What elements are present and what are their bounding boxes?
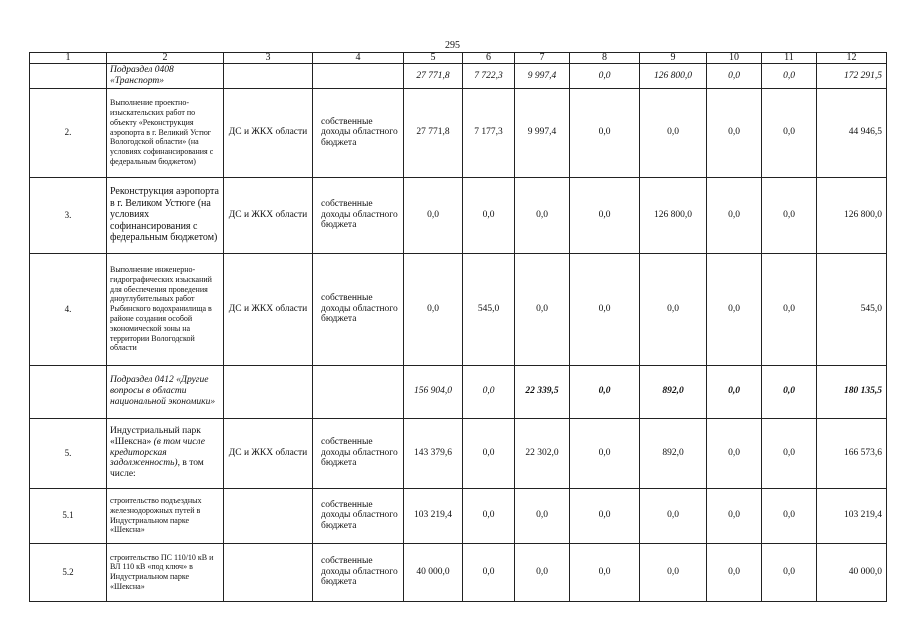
row-value-col-5: 0,0 — [404, 177, 463, 253]
row-value-col-12: 545,0 — [817, 253, 887, 365]
row-index: 5. — [30, 418, 107, 488]
column-number-1: 1 — [30, 53, 107, 64]
row-executor — [224, 543, 313, 601]
row-value-col-8: 0,0 — [570, 418, 640, 488]
row-value-col-6: 0,0 — [463, 177, 515, 253]
row-value-col-6: 0,0 — [463, 488, 515, 543]
row-value-col-9: 0,0 — [640, 253, 707, 365]
row-value-col-11: 0,0 — [762, 88, 817, 177]
row-funding-source: собственные доходы областного бюджета — [313, 88, 404, 177]
table-row — [30, 488, 887, 543]
row-value-col-5: 27 771,8 — [404, 88, 463, 177]
row-value-col-11: 0,0 — [762, 177, 817, 253]
table-row — [30, 177, 887, 253]
row-index — [30, 365, 107, 418]
row-index: 5.2 — [30, 543, 107, 601]
row-value-col-12: 44 946,5 — [817, 88, 887, 177]
row-value-col-10: 0,0 — [707, 177, 762, 253]
row-name: Выполнение проектно-изыскательских работ по объекту «Реконструкция аэропорта в г. Великий Устюг Вологодской области» (на условиях софинансирования с федеральным бюджетом) — [107, 88, 224, 177]
column-number-2: 2 — [107, 53, 224, 64]
row-value-col-8: 0,0 — [570, 488, 640, 543]
row-value-col-12: 166 573,6 — [817, 418, 887, 488]
row-value-col-10: 0,0 — [707, 418, 762, 488]
section-row — [30, 64, 887, 89]
row-value-col-9: 126 800,0 — [640, 64, 707, 89]
row-value-col-8: 0,0 — [570, 253, 640, 365]
row-value-col-12: 103 219,4 — [817, 488, 887, 543]
row-value-col-7: 0,0 — [515, 177, 570, 253]
row-value-col-11: 0,0 — [762, 365, 817, 418]
table-row — [30, 543, 887, 601]
column-number-11: 11 — [762, 53, 817, 64]
row-value-col-10: 0,0 — [707, 64, 762, 89]
row-executor: ДС и ЖКХ области — [224, 418, 313, 488]
row-executor — [224, 488, 313, 543]
row-name-italic-part: (в том числе кредиторская задолженность) — [110, 436, 206, 469]
column-number-6: 6 — [463, 53, 515, 64]
row-value-col-6: 0,0 — [463, 365, 515, 418]
row-value-col-11: 0,0 — [762, 253, 817, 365]
row-funding-source: собственные доходы областного бюджета — [313, 253, 404, 365]
row-funding-source: собственные доходы областного бюджета — [313, 543, 404, 601]
row-name: Выполнение инженерно-гидрографических изысканий для обеспечения проведения дноуглубительных работ Рыбинского водохранилища в районе создания особой экономической зоны на территории Вологодской области — [107, 253, 224, 365]
row-value-col-6: 0,0 — [463, 543, 515, 601]
row-value-col-10: 0,0 — [707, 88, 762, 177]
row-name-part: Индустриальный парк «Шексна» — [110, 426, 201, 447]
row-value-col-12: 40 000,0 — [817, 543, 887, 601]
row-funding-source: собственные доходы областного бюджета — [313, 177, 404, 253]
row-value-col-11: 0,0 — [762, 543, 817, 601]
row-funding-source: собственные доходы областного бюджета — [313, 488, 404, 543]
row-value-col-11: 0,0 — [762, 64, 817, 89]
row-value-col-6: 7 177,3 — [463, 88, 515, 177]
row-value-col-8: 0,0 — [570, 543, 640, 601]
row-value-col-5: 103 219,4 — [404, 488, 463, 543]
row-executor: ДС и ЖКХ области — [224, 177, 313, 253]
row-value-col-8: 0,0 — [570, 88, 640, 177]
row-value-col-5: 40 000,0 — [404, 543, 463, 601]
row-executor: ДС и ЖКХ области — [224, 253, 313, 365]
column-number-4: 4 — [313, 53, 404, 64]
row-value-col-9: 126 800,0 — [640, 177, 707, 253]
row-value-col-10: 0,0 — [707, 488, 762, 543]
row-value-col-12: 126 800,0 — [817, 177, 887, 253]
row-value-col-7: 0,0 — [515, 253, 570, 365]
row-executor — [224, 64, 313, 89]
row-value-col-5: 0,0 — [404, 253, 463, 365]
column-number-9: 9 — [640, 53, 707, 64]
column-number-row — [30, 53, 887, 64]
row-index: 3. — [30, 177, 107, 253]
table-row — [30, 253, 887, 365]
row-funding-source — [313, 64, 404, 89]
section-row — [30, 365, 887, 418]
row-value-col-5: 156 904,0 — [404, 365, 463, 418]
row-value-col-10: 0,0 — [707, 253, 762, 365]
row-value-col-6: 545,0 — [463, 253, 515, 365]
row-index: 2. — [30, 88, 107, 177]
row-index — [30, 64, 107, 89]
row-name: строительство ПС 110/10 кВ и ВЛ 110 кВ «под ключ» в Индустриальном парке «Шексна» — [107, 543, 224, 601]
row-value-col-10: 0,0 — [707, 543, 762, 601]
table-row — [30, 88, 887, 177]
row-value-col-10: 0,0 — [707, 365, 762, 418]
row-name-part: , в том числе: — [110, 458, 204, 480]
row-value-col-9: 892,0 — [640, 365, 707, 418]
row-funding-source — [313, 365, 404, 418]
column-number-10: 10 — [707, 53, 762, 64]
page-number: 295 — [445, 40, 460, 51]
column-number-7: 7 — [515, 53, 570, 64]
budget-table — [29, 52, 887, 602]
row-value-col-7: 0,0 — [515, 543, 570, 601]
row-value-col-7: 9 997,4 — [515, 88, 570, 177]
row-value-col-7: 0,0 — [515, 488, 570, 543]
row-executor — [224, 365, 313, 418]
column-number-8: 8 — [570, 53, 640, 64]
row-value-col-5: 27 771,8 — [404, 64, 463, 89]
row-value-col-6: 0,0 — [463, 418, 515, 488]
table-row — [30, 418, 887, 488]
row-value-col-12: 172 291,5 — [817, 64, 887, 89]
row-value-col-11: 0,0 — [762, 488, 817, 543]
row-value-col-9: 0,0 — [640, 88, 707, 177]
row-value-col-7: 22 339,5 — [515, 365, 570, 418]
row-value-col-8: 0,0 — [570, 64, 640, 89]
column-number-3: 3 — [224, 53, 313, 64]
row-value-col-8: 0,0 — [570, 365, 640, 418]
row-value-col-5: 143 379,6 — [404, 418, 463, 488]
row-value-col-12: 180 135,5 — [817, 365, 887, 418]
row-value-col-9: 0,0 — [640, 543, 707, 601]
row-name — [107, 418, 224, 488]
row-index: 5.1 — [30, 488, 107, 543]
section-name: Подраздел 0408 «Транспорт» — [107, 64, 224, 89]
row-value-col-9: 892,0 — [640, 418, 707, 488]
row-value-col-6: 7 722,3 — [463, 64, 515, 89]
row-index: 4. — [30, 253, 107, 365]
row-value-col-11: 0,0 — [762, 418, 817, 488]
row-name: Реконструкция аэропорта в г. Великом Устюге (на условиях софинансирования с федеральным бюджетом) — [107, 177, 224, 253]
section-name: Подраздел 0412 «Другие вопросы в области национальной экономики» — [107, 365, 224, 418]
row-executor: ДС и ЖКХ области — [224, 88, 313, 177]
row-name: строительство подъездных железнодорожных путей в Индустриальном парке «Шексна» — [107, 488, 224, 543]
row-funding-source: собственные доходы областного бюджета — [313, 418, 404, 488]
row-value-col-7: 22 302,0 — [515, 418, 570, 488]
row-value-col-9: 0,0 — [640, 488, 707, 543]
column-number-12: 12 — [817, 53, 887, 64]
column-number-5: 5 — [404, 53, 463, 64]
row-value-col-8: 0,0 — [570, 177, 640, 253]
row-value-col-7: 9 997,4 — [515, 64, 570, 89]
table-body — [30, 53, 887, 602]
